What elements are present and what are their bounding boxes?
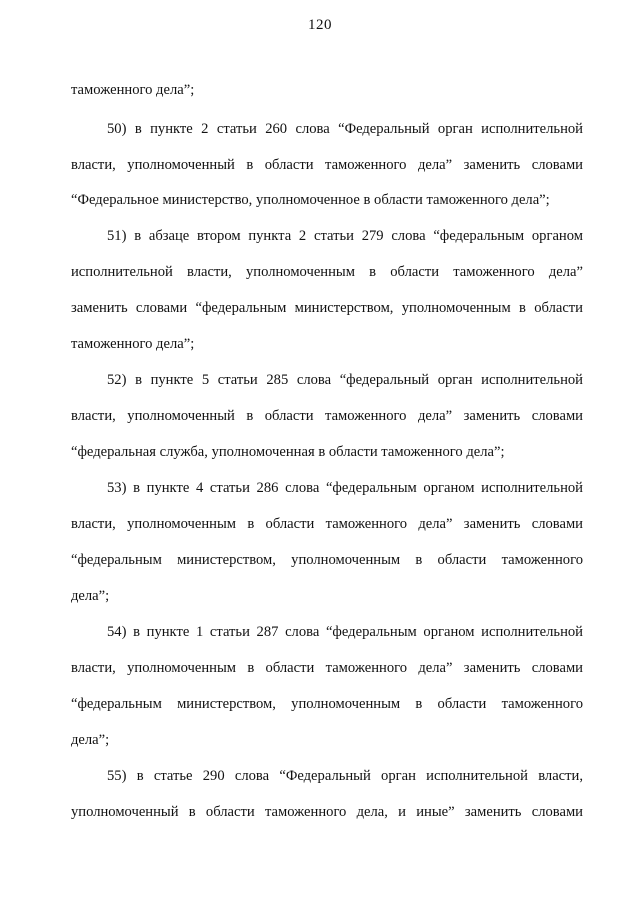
text-line: “Федеральное министерство, уполномоченное в области таможенного дела”; (71, 192, 550, 208)
text-line: уполномоченный в области таможенного дела, и иные” заменить словами (71, 804, 583, 820)
text-line: 53) в пункте 4 статьи 286 слова “федеральным органом исполнительной (107, 480, 583, 496)
text-line: 52) в пункте 5 статьи 285 слова “федеральный орган исполнительной (107, 372, 583, 388)
text-line: заменить словами “федеральным министерством, уполномоченным в области (71, 300, 583, 316)
text-line: таможенного дела”; (71, 336, 195, 352)
text-line: 51) в абзаце втором пункта 2 статьи 279 слова “федеральным органом (107, 228, 583, 244)
text-line: “федеральная служба, уполномоченная в области таможенного дела”; (71, 444, 505, 460)
text-line: таможенного дела”; (71, 82, 195, 98)
text-line: дела”; (71, 588, 110, 604)
text-line: “федеральным министерством, уполномоченным в области таможенного (71, 552, 583, 568)
text-line: 50) в пункте 2 статьи 260 слова “Федеральный орган исполнительной (107, 121, 583, 137)
text-line: власти, уполномоченный в области таможенного дела” заменить словами (71, 408, 583, 424)
text-line: 54) в пункте 1 статьи 287 слова “федеральным органом исполнительной (107, 624, 583, 640)
text-line: власти, уполномоченным в области таможенного дела” заменить словами (71, 660, 583, 676)
text-line: власти, уполномоченный в области таможенного дела” заменить словами (71, 157, 583, 173)
text-line: власти, уполномоченным в области таможенного дела” заменить словами (71, 516, 583, 532)
page-number: 120 (308, 17, 332, 33)
text-line: дела”; (71, 732, 110, 748)
text-line: “федеральным министерством, уполномоченным в области таможенного (71, 696, 583, 712)
text-line: исполнительной власти, уполномоченным в области таможенного дела” (71, 264, 583, 280)
text-line: 55) в статье 290 слова “Федеральный орган исполнительной власти, (107, 768, 583, 784)
